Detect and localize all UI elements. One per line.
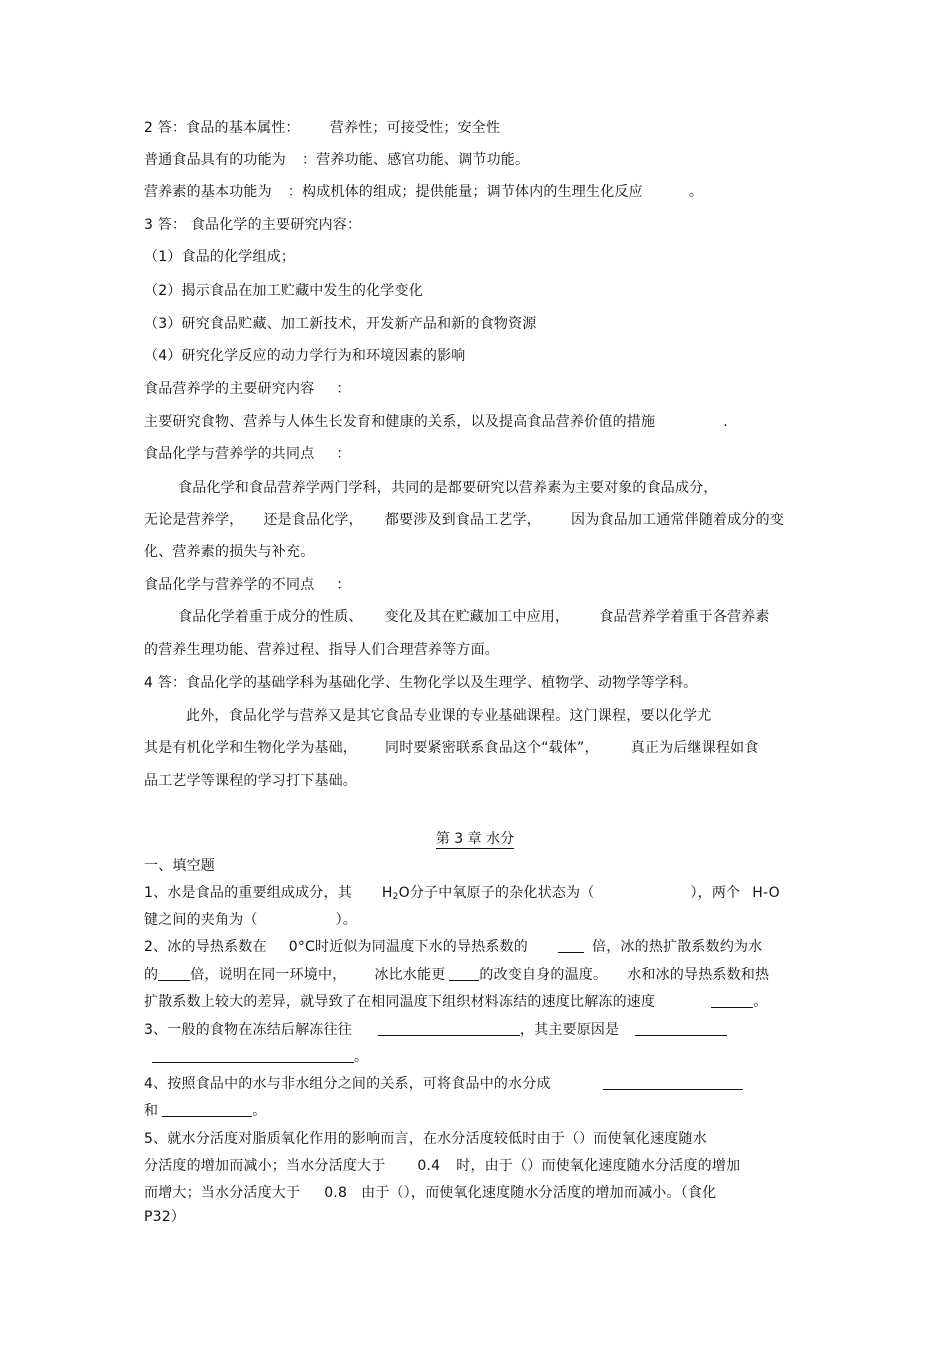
- text: 水和冰的导热系数和热: [627, 967, 770, 983]
- text: 食品营养学的主要研究内容: [144, 381, 315, 397]
- chapter-title-text: 第 3 章 水分: [435, 831, 515, 847]
- text: 其是有机化学和生物化学为基础，: [144, 740, 357, 756]
- fill-blank[interactable]: [158, 966, 190, 981]
- text: 的: [144, 967, 159, 983]
- similarity-line-3: 化、营养素的损失与补充。: [144, 544, 315, 560]
- text: ：: [336, 446, 351, 462]
- fill-blank[interactable]: [711, 993, 753, 1008]
- text: 0.4: [417, 1158, 441, 1174]
- text: 营养性；可接受性；安全性: [329, 120, 501, 136]
- difference-line-1: [178, 608, 770, 626]
- question-5-line-2: [144, 1157, 740, 1175]
- answer-4-line-1: 4 答：食品化学的基础学科为基础化学、生物化学以及生理学、植物学、动物学等学科。: [144, 675, 698, 691]
- text: 都要涉及到食品工艺学，: [384, 512, 542, 528]
- difference-line-2: 的营养生理功能、营养过程、指导人们合理营养等方面。: [144, 642, 499, 658]
- text: ）。: [335, 912, 358, 928]
- text: ），两个: [690, 885, 741, 901]
- text: 冰比水能更: [374, 967, 446, 983]
- text: 0°C时近似为同温度下水的导热系数的: [288, 939, 529, 955]
- text: 同时要紧密联系食品这个“载体”，: [385, 740, 599, 756]
- fill-blank[interactable]: [162, 1102, 252, 1117]
- nutrition-content-title: [144, 380, 351, 398]
- question-2-line-2: [144, 966, 769, 984]
- question-2-line-3: [144, 993, 767, 1011]
- answer-3-item-2: （2）揭示食品在加工贮藏中发生的化学变化: [144, 283, 423, 299]
- text: ：营养功能、感官功能、调节功能。: [302, 152, 530, 168]
- answer-3-item-3: （3）研究食品贮藏、加工新技术，开发新产品和新的食物资源: [144, 316, 537, 332]
- question-5-line-1: 5、就水分活度对脂质氧化作用的影响而言，在水分活度较低时由于（）而使氧化速度随水: [144, 1131, 707, 1147]
- text: 1、水是食品的重要组成成分，其: [144, 885, 352, 901]
- subscript: 2: [392, 892, 399, 902]
- text: ：构成机体的组成；提供能量；调节体内的生理生化反应: [287, 184, 643, 200]
- text: 3、一般的食物在冻结后解冻往往: [144, 1022, 352, 1038]
- text: ：: [336, 577, 351, 593]
- text: 食品化学与营养学的共同点: [144, 446, 315, 462]
- text: 。: [252, 1103, 267, 1119]
- answer-4-line-4: 品工艺学等课程的学习打下基础。: [144, 773, 357, 789]
- text: 变化及其在贮藏加工中应用，: [384, 609, 570, 625]
- text: H-O: [752, 885, 780, 901]
- difference-title: [144, 576, 351, 594]
- similarity-line-1: 食品化学和食品营养学两门学科，共同的是都要研究以营养素为主要对象的食品成分，: [178, 480, 718, 496]
- similarity-line-2: [144, 511, 784, 529]
- fill-blank[interactable]: [558, 938, 584, 953]
- section-heading: 一、填空题: [144, 858, 215, 874]
- fill-blank[interactable]: [449, 966, 479, 981]
- text: 0.8: [324, 1185, 348, 1201]
- answer-4-line-3: [144, 739, 759, 757]
- text: 2、冰的导热系数在: [144, 939, 267, 955]
- text: 2 答：食品的基本属性：: [144, 120, 300, 136]
- text: 键之间的夹角为（: [144, 912, 258, 928]
- text: .: [723, 414, 728, 430]
- fill-blank[interactable]: [152, 1048, 354, 1063]
- question-4-line-1: [144, 1075, 743, 1093]
- text: 时，由于（）而使氧化速度随水分活度的增加: [456, 1158, 741, 1174]
- text: 真正为后继课程如食: [630, 740, 759, 756]
- answer-2-line-1: [144, 119, 500, 137]
- text: 食品化学与营养学的不同点: [144, 577, 315, 593]
- text: 和: [144, 1103, 159, 1119]
- question-3-line-2: [152, 1048, 368, 1066]
- text: 分子中氧原子的杂化状态为（: [409, 885, 595, 901]
- answer-2-line-2: [144, 151, 529, 169]
- question-1-line-2: [144, 911, 357, 929]
- nutrition-content-body: [144, 413, 728, 431]
- text: 因为食品加工通常伴随着成分的变: [571, 512, 785, 528]
- question-2-line-1: [144, 938, 762, 956]
- fill-blank[interactable]: [635, 1021, 727, 1036]
- text: 食品营养学着重于各营养素: [599, 609, 770, 625]
- answer-3-heading: 3 答： 食品化学的主要研究内容：: [144, 217, 362, 233]
- text: 分活度的增加而减小；当水分活度大于: [144, 1158, 386, 1174]
- text: H: [381, 885, 393, 901]
- text: ：: [336, 381, 351, 397]
- answer-3-item-4: （4）研究化学反应的动力学行为和环境因素的影响: [144, 348, 466, 364]
- question-3-line-1: [144, 1021, 727, 1039]
- text: 4、按照食品中的水与非水组分之间的关系，可将食品中的水分成: [144, 1076, 551, 1092]
- fill-blank[interactable]: [378, 1021, 520, 1036]
- text: 而增大；当水分活度大于: [144, 1185, 301, 1201]
- text: 。: [688, 184, 704, 200]
- similarity-title: [144, 445, 351, 463]
- text: 普通食品具有的功能为: [144, 152, 286, 168]
- chapter-title: [0, 830, 950, 848]
- answer-3-item-1: （1）食品的化学组成；: [144, 249, 296, 265]
- question-5-line-3: [144, 1184, 716, 1202]
- fill-blank[interactable]: [603, 1075, 743, 1090]
- text: 由于（），而使氧化速度随水分活度的增加而减小。（食化: [361, 1185, 717, 1201]
- text: 扩散系数上较大的差异，就导致了在相同温度下组织材料冻结的速度比解冻的速度: [144, 994, 656, 1010]
- text: 营养素的基本功能为: [144, 184, 272, 200]
- question-4-line-2: [144, 1102, 266, 1120]
- text: 的改变自身的温度。: [479, 967, 608, 983]
- answer-2-line-3: [144, 183, 703, 201]
- text: 主要研究食物、营养与人体生长发育和健康的关系，以及提高食品营养价值的措施: [144, 414, 656, 430]
- answer-4-line-2: 此外，食品化学与营养又是其它食品专业课的专业基础课程。这门课程，要以化学尤: [186, 708, 712, 724]
- text: 倍，说明在同一环境中，: [190, 967, 347, 983]
- text: 食品化学着重于成分的性质、: [178, 609, 363, 625]
- text: 无论是营养学，: [144, 512, 244, 528]
- text: O: [398, 885, 410, 901]
- question-5-line-4: P32）: [144, 1209, 186, 1225]
- text: 还是食品化学，: [263, 512, 363, 528]
- text: 倍，冰的热扩散系数约为水: [592, 939, 763, 955]
- question-1-line-1: [144, 884, 780, 906]
- text: 。: [354, 1049, 369, 1065]
- text: 。: [753, 994, 768, 1010]
- text: ，其主要原因是: [519, 1022, 620, 1038]
